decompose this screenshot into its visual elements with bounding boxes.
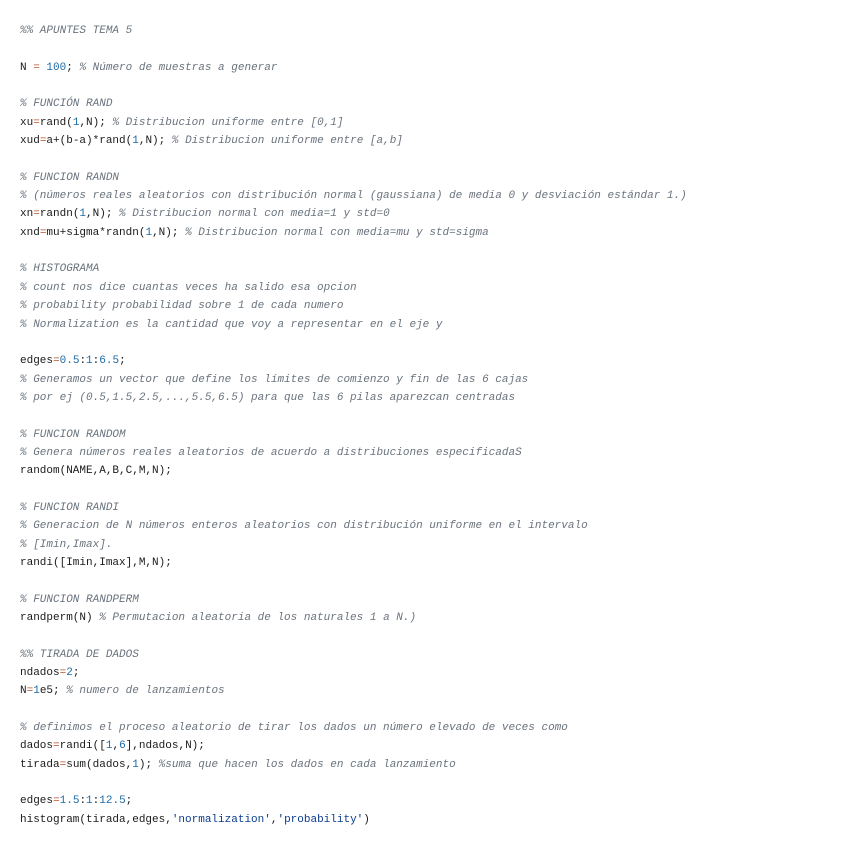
code-line[interactable] [20, 719, 848, 737]
code-token: ,N); [138, 135, 172, 148]
code-comment: % numero de lanzamientos [66, 685, 225, 698]
code-token: xu [20, 116, 34, 129]
code-token: = [33, 208, 40, 221]
code-comment: % Distribucion normal con media=1 y std=0 [119, 208, 390, 221]
code-line[interactable] [20, 224, 848, 242]
code-token: mu+sigma*randn( [46, 226, 146, 239]
code-token: ndados [20, 667, 60, 680]
code-token: xn [20, 208, 34, 221]
code-token: xnd [20, 226, 40, 239]
code-line[interactable] [20, 462, 848, 480]
code-line[interactable] [20, 407, 848, 425]
code-line[interactable] [20, 95, 848, 113]
code-line[interactable] [20, 664, 848, 682]
code-line[interactable] [20, 682, 848, 700]
code-comment: % Distribucion uniforme entre [a,b] [171, 135, 403, 148]
code-line[interactable] [20, 352, 848, 370]
code-token: ; [125, 795, 133, 808]
code-token: sum(dados, [66, 758, 133, 771]
code-comment: % Distribucion normal con media=mu y std=sigma [185, 226, 489, 239]
code-token: , [112, 740, 120, 753]
code-token: = [59, 667, 67, 680]
code-line[interactable] [20, 792, 848, 810]
code-token: e5; [39, 685, 67, 698]
code-comment: % Permutacion aleatoria de los naturales 1 a N.) [99, 612, 417, 624]
code-token: N [20, 61, 34, 74]
code-token: 0.5 [59, 355, 80, 368]
code-line[interactable] [20, 297, 848, 315]
code-token: ; [72, 667, 80, 680]
code-line[interactable] [20, 536, 848, 554]
code-token: edges [20, 355, 54, 368]
code-token: 2 [66, 667, 73, 680]
code-line[interactable] [20, 316, 848, 334]
code-token: a+(b-a)*rand( [46, 135, 133, 148]
code-line[interactable] [20, 774, 848, 792]
code-token: , [270, 813, 278, 826]
code-token: : [79, 355, 87, 368]
code-line[interactable] [20, 481, 848, 499]
code-comment: % count nos dice cuantas veces ha salido esa opcion [20, 281, 357, 294]
code-comment: %suma que hacen los dados en cada lanzamiento [158, 758, 456, 771]
code-token: randn( [39, 208, 80, 221]
code-line[interactable] [20, 150, 848, 168]
code-line[interactable] [20, 572, 848, 590]
code-token: = [53, 355, 60, 368]
code-token: 100 [46, 61, 67, 74]
code-line[interactable] [20, 591, 848, 609]
code-token: ; [66, 61, 80, 74]
code-token: histogram(tirada,edges, [20, 813, 172, 826]
code-token: : [79, 795, 87, 808]
code-line[interactable] [20, 646, 848, 664]
code-token: = [59, 758, 67, 771]
code-line[interactable] [20, 77, 848, 95]
code-token: edges [20, 795, 54, 808]
code-token: : [92, 795, 100, 808]
code-token: = [33, 61, 40, 74]
code-comment: % FUNCIÓN RAND [20, 98, 113, 111]
code-line[interactable] [20, 701, 848, 719]
code-line[interactable] [20, 40, 848, 58]
code-comment: % FUNCION RANDI [20, 501, 120, 514]
code-token: = [39, 135, 47, 148]
code-comment: % (números reales aleatorios con distribución normal (gaussiana) de media 0 y desviación estándar 1.) [20, 190, 687, 203]
code-line[interactable] [20, 737, 848, 755]
code-token: dados [20, 740, 54, 753]
code-comment: % probability probabilidad sobre 1 de cada numero [20, 300, 344, 313]
code-line[interactable] [20, 554, 848, 572]
code-comment: % [Imin,Imax]. [20, 538, 113, 551]
code-line[interactable] [20, 187, 848, 205]
code-comment: % Generamos un vector que define los límites de comienzo y fin de las 6 cajas [20, 373, 529, 386]
code-token: ); [138, 758, 159, 771]
code-token: 1 [145, 226, 153, 239]
code-comment: % FUNCION RANDN [20, 171, 120, 184]
code-line[interactable] [20, 609, 848, 627]
code-token: 6 [119, 740, 126, 753]
code-line[interactable] [20, 279, 848, 297]
code-token: rand( [39, 116, 73, 129]
code-token: 1 [105, 740, 113, 753]
code-line[interactable] [20, 756, 848, 774]
code-token: xud [20, 135, 40, 148]
code-token: ,N); [79, 116, 113, 129]
code-comment: % HISTOGRAMA [20, 263, 100, 276]
code-token: randperm(N) [20, 612, 100, 624]
code-token: 'probability' [277, 813, 364, 826]
code-token: randi([Imin,Imax],M,N); [20, 556, 172, 569]
code-token: ,N); [86, 208, 120, 221]
code-comment: % definimos el proceso aleatorio de tirar los dados un número elevado de veces como [20, 722, 568, 735]
code-token: 1 [86, 355, 93, 368]
code-token: random(NAME,A,B,C,M,N); [20, 465, 172, 478]
code-token: = [53, 740, 60, 753]
code-token: ,N); [152, 226, 186, 239]
code-comment: % Genera números reales aleatorios de acuerdo a distribuciones especificadaS [20, 446, 522, 459]
code-line[interactable] [20, 169, 848, 187]
code-token: 1 [72, 116, 80, 129]
code-comment: % Distribucion uniforme entre [0,1] [112, 116, 344, 129]
code-token: = [39, 226, 47, 239]
code-token: randi([ [59, 740, 106, 753]
code-token: = [53, 795, 60, 808]
code-line[interactable] [20, 426, 848, 444]
code-comment: % por ej (0.5,1.5,2.5,...,5.5,6.5) para que las 6 pilas aparezcan centradas [20, 391, 516, 404]
code-line[interactable] [20, 205, 848, 223]
code-token: ) [363, 813, 370, 826]
code-line[interactable] [20, 444, 848, 462]
code-comment: %% APUNTES TEMA 5 [20, 25, 133, 37]
code-line[interactable] [20, 517, 848, 535]
code-token: 6.5 [99, 355, 120, 368]
code-comment: % FUNCION RANDOM [20, 428, 126, 441]
code-comment: % Normalization es la cantidad que voy a representar en el eje y [20, 318, 443, 331]
code-token: 1 [79, 208, 87, 221]
code-comment: % Generacion de N números enteros aleatorios con distribución uniforme en el intervalo [20, 520, 588, 533]
code-token: = [33, 116, 40, 129]
code-token: 1 [132, 135, 139, 148]
code-line[interactable] [20, 389, 848, 407]
code-token: 1.5 [59, 795, 80, 808]
code-line[interactable] [20, 59, 848, 77]
code-line[interactable] [20, 260, 848, 278]
code-line[interactable] [20, 22, 848, 40]
code-token: 'normalization' [171, 813, 271, 826]
code-token: 1 [33, 685, 40, 698]
code-comment: %% TIRADA DE DADOS [20, 648, 139, 661]
code-line[interactable] [20, 499, 848, 517]
code-token: tirada [20, 758, 60, 771]
code-token: 1 [86, 795, 93, 808]
code-comment: % Número de muestras a generar [79, 61, 278, 74]
code-line[interactable] [20, 114, 848, 132]
code-token: : [92, 355, 100, 368]
code-token: 1 [132, 758, 139, 771]
code-token: N [20, 685, 27, 698]
code-line[interactable] [20, 132, 848, 150]
code-line[interactable] [20, 242, 848, 260]
code-token: ; [119, 355, 126, 368]
code-comment: % FUNCION RANDPERM [20, 593, 139, 606]
code-line[interactable] [20, 334, 848, 352]
code-line[interactable] [20, 371, 848, 389]
code-line[interactable] [20, 627, 848, 645]
code-token: 12.5 [99, 795, 126, 808]
code-line[interactable] [20, 811, 848, 829]
code-token: = [26, 685, 34, 698]
code-token: ],ndados,N); [125, 740, 205, 753]
